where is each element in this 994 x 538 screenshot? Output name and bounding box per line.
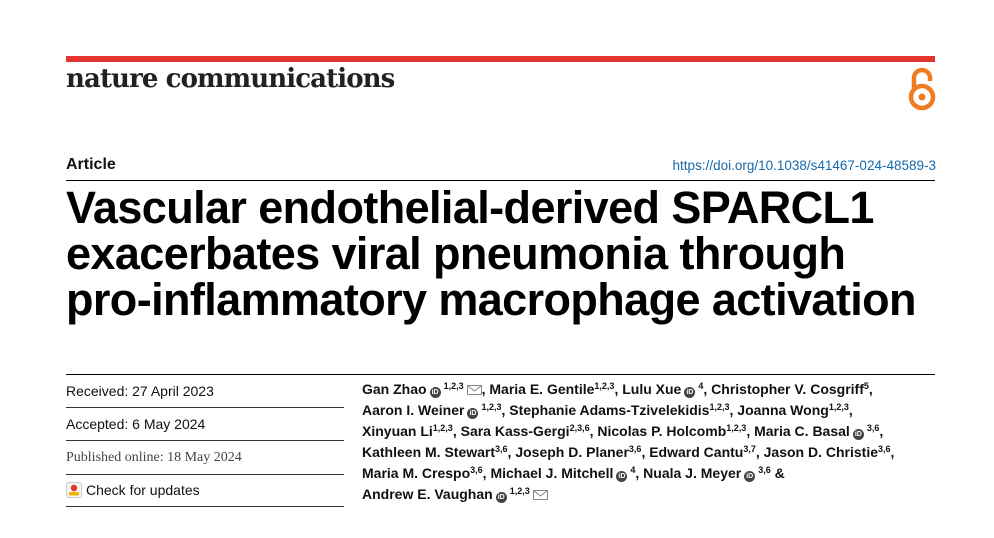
affiliation-superscript: 3,6 bbox=[470, 465, 483, 475]
author-separator: , bbox=[755, 444, 764, 460]
affiliation-superscript: 1,2,3 bbox=[509, 486, 530, 496]
affiliation-superscript: 1,2,3 bbox=[432, 423, 453, 433]
envelope-icon[interactable] bbox=[467, 385, 482, 395]
affiliation-superscript: 1,2,3 bbox=[726, 423, 747, 433]
author[interactable] bbox=[362, 423, 453, 439]
author-name: Sara Kass-Gergi bbox=[460, 423, 570, 439]
orcid-icon[interactable]: iD bbox=[746, 473, 754, 480]
author-name: Kathleen M. Stewart bbox=[362, 444, 496, 460]
author[interactable] bbox=[764, 444, 891, 460]
affiliation-superscript: 1,2,3 bbox=[594, 381, 615, 391]
orcid-icon[interactable]: iD bbox=[497, 494, 505, 501]
author[interactable] bbox=[461, 423, 590, 439]
published-date: Published online: 18 May 2024 bbox=[66, 450, 242, 465]
author-separator: , bbox=[729, 402, 738, 418]
author[interactable] bbox=[711, 381, 869, 397]
divider bbox=[66, 474, 344, 475]
author[interactable] bbox=[649, 444, 756, 460]
affiliation-superscript: 3,6 bbox=[628, 444, 642, 454]
author[interactable] bbox=[489, 381, 614, 397]
author-separator: , bbox=[746, 423, 755, 439]
journal-accent-bar bbox=[66, 56, 935, 62]
author-separator: , bbox=[703, 381, 712, 397]
author-name: Gan Zhao bbox=[362, 381, 427, 397]
open-access-lock-icon bbox=[906, 67, 938, 111]
affiliation-superscript: 3,6 bbox=[878, 444, 891, 454]
author-separator: & bbox=[770, 465, 785, 481]
author-separator: , bbox=[452, 423, 461, 439]
divider bbox=[66, 506, 344, 507]
author-separator: , bbox=[848, 402, 853, 418]
affiliation-superscript: 4 bbox=[698, 381, 704, 391]
divider bbox=[66, 407, 344, 408]
author-name: Maria M. Crespo bbox=[362, 465, 471, 481]
author-separator: , bbox=[635, 465, 644, 481]
author-separator: , bbox=[641, 444, 650, 460]
author-separator: , bbox=[501, 402, 510, 418]
author-name: Nicolas P. Holcomb bbox=[597, 423, 727, 439]
journal-name: nature communications bbox=[66, 64, 395, 94]
affiliation-superscript: 1,2,3 bbox=[828, 402, 849, 412]
author-separator: , bbox=[481, 381, 490, 397]
author-name: Stephanie Adams-Tzivelekidis bbox=[509, 402, 710, 418]
author-name: Joanna Wong bbox=[737, 402, 829, 418]
orcid-icon[interactable]: iD bbox=[686, 389, 694, 396]
author-name: Joseph D. Planer bbox=[515, 444, 629, 460]
envelope-icon[interactable] bbox=[533, 490, 548, 500]
received-date: Received: 27 April 2023 bbox=[66, 383, 214, 399]
author-separator: , bbox=[868, 381, 873, 397]
divider bbox=[66, 374, 935, 375]
affiliation-superscript: 3,6 bbox=[495, 444, 508, 454]
author[interactable] bbox=[509, 402, 729, 418]
author[interactable] bbox=[490, 465, 635, 481]
check-for-updates-icon bbox=[66, 482, 82, 498]
affiliation-superscript: 3,6 bbox=[758, 465, 771, 475]
author[interactable] bbox=[362, 444, 508, 460]
divider bbox=[66, 180, 935, 181]
author-name: Maria E. Gentile bbox=[489, 381, 595, 397]
author[interactable] bbox=[754, 423, 879, 439]
affiliation-superscript: 2,3,6 bbox=[569, 423, 590, 433]
author[interactable] bbox=[737, 402, 849, 418]
affiliation-superscript: 5 bbox=[863, 381, 869, 391]
author-separator: , bbox=[614, 381, 623, 397]
article-title: Vascular endothelial-derived SPARCL1 exacerbates viral pneumonia through pro-inflammatory macrophage activation bbox=[66, 182, 916, 325]
author[interactable] bbox=[643, 465, 771, 481]
author-name: Lulu Xue bbox=[622, 381, 682, 397]
orcid-icon[interactable]: iD bbox=[618, 473, 626, 480]
affiliation-superscript: 3,7 bbox=[743, 444, 756, 454]
divider bbox=[66, 440, 344, 441]
author[interactable] bbox=[362, 486, 548, 502]
author[interactable] bbox=[362, 402, 501, 418]
affiliation-superscript: 1,2,3 bbox=[709, 402, 730, 412]
accepted-date: Accepted: 6 May 2024 bbox=[66, 416, 206, 432]
author[interactable] bbox=[597, 423, 746, 439]
author[interactable] bbox=[362, 381, 482, 397]
affiliation-superscript: 4 bbox=[630, 465, 636, 475]
doi-link[interactable]: https://doi.org/10.1038/s41467-024-48589-3 bbox=[672, 158, 936, 173]
author-name: Maria C. Basal bbox=[754, 423, 850, 439]
author-list bbox=[362, 379, 942, 505]
affiliation-superscript: 3,6 bbox=[866, 423, 880, 433]
author-name: Andrew E. Vaughan bbox=[362, 486, 493, 502]
author-separator: , bbox=[507, 444, 516, 460]
check-for-updates-label: Check for updates bbox=[86, 482, 200, 498]
author-separator: , bbox=[890, 444, 895, 460]
author-name: Xinyuan Li bbox=[362, 423, 433, 439]
author-name: Christopher V. Cosgriff bbox=[711, 381, 864, 397]
check-for-updates-link[interactable] bbox=[66, 482, 344, 498]
author-separator: , bbox=[589, 423, 598, 439]
orcid-icon[interactable]: iD bbox=[431, 389, 439, 396]
author-name: Edward Cantu bbox=[649, 444, 744, 460]
author[interactable] bbox=[622, 381, 703, 397]
orcid-icon[interactable]: iD bbox=[469, 410, 477, 417]
affiliation-superscript: 1,2,3 bbox=[443, 381, 464, 391]
orcid-icon[interactable]: iD bbox=[854, 431, 862, 438]
author-name: Aaron I. Weiner bbox=[362, 402, 465, 418]
author-separator: , bbox=[879, 423, 884, 439]
affiliation-superscript: 1,2,3 bbox=[481, 402, 502, 412]
author[interactable] bbox=[362, 465, 483, 481]
author-name: Michael J. Mitchell bbox=[490, 465, 614, 481]
article-type: Article bbox=[66, 156, 116, 173]
author[interactable] bbox=[515, 444, 641, 460]
author-name: Nuala J. Meyer bbox=[643, 465, 742, 481]
author-separator: , bbox=[482, 465, 491, 481]
author-name: Jason D. Christie bbox=[763, 444, 879, 460]
